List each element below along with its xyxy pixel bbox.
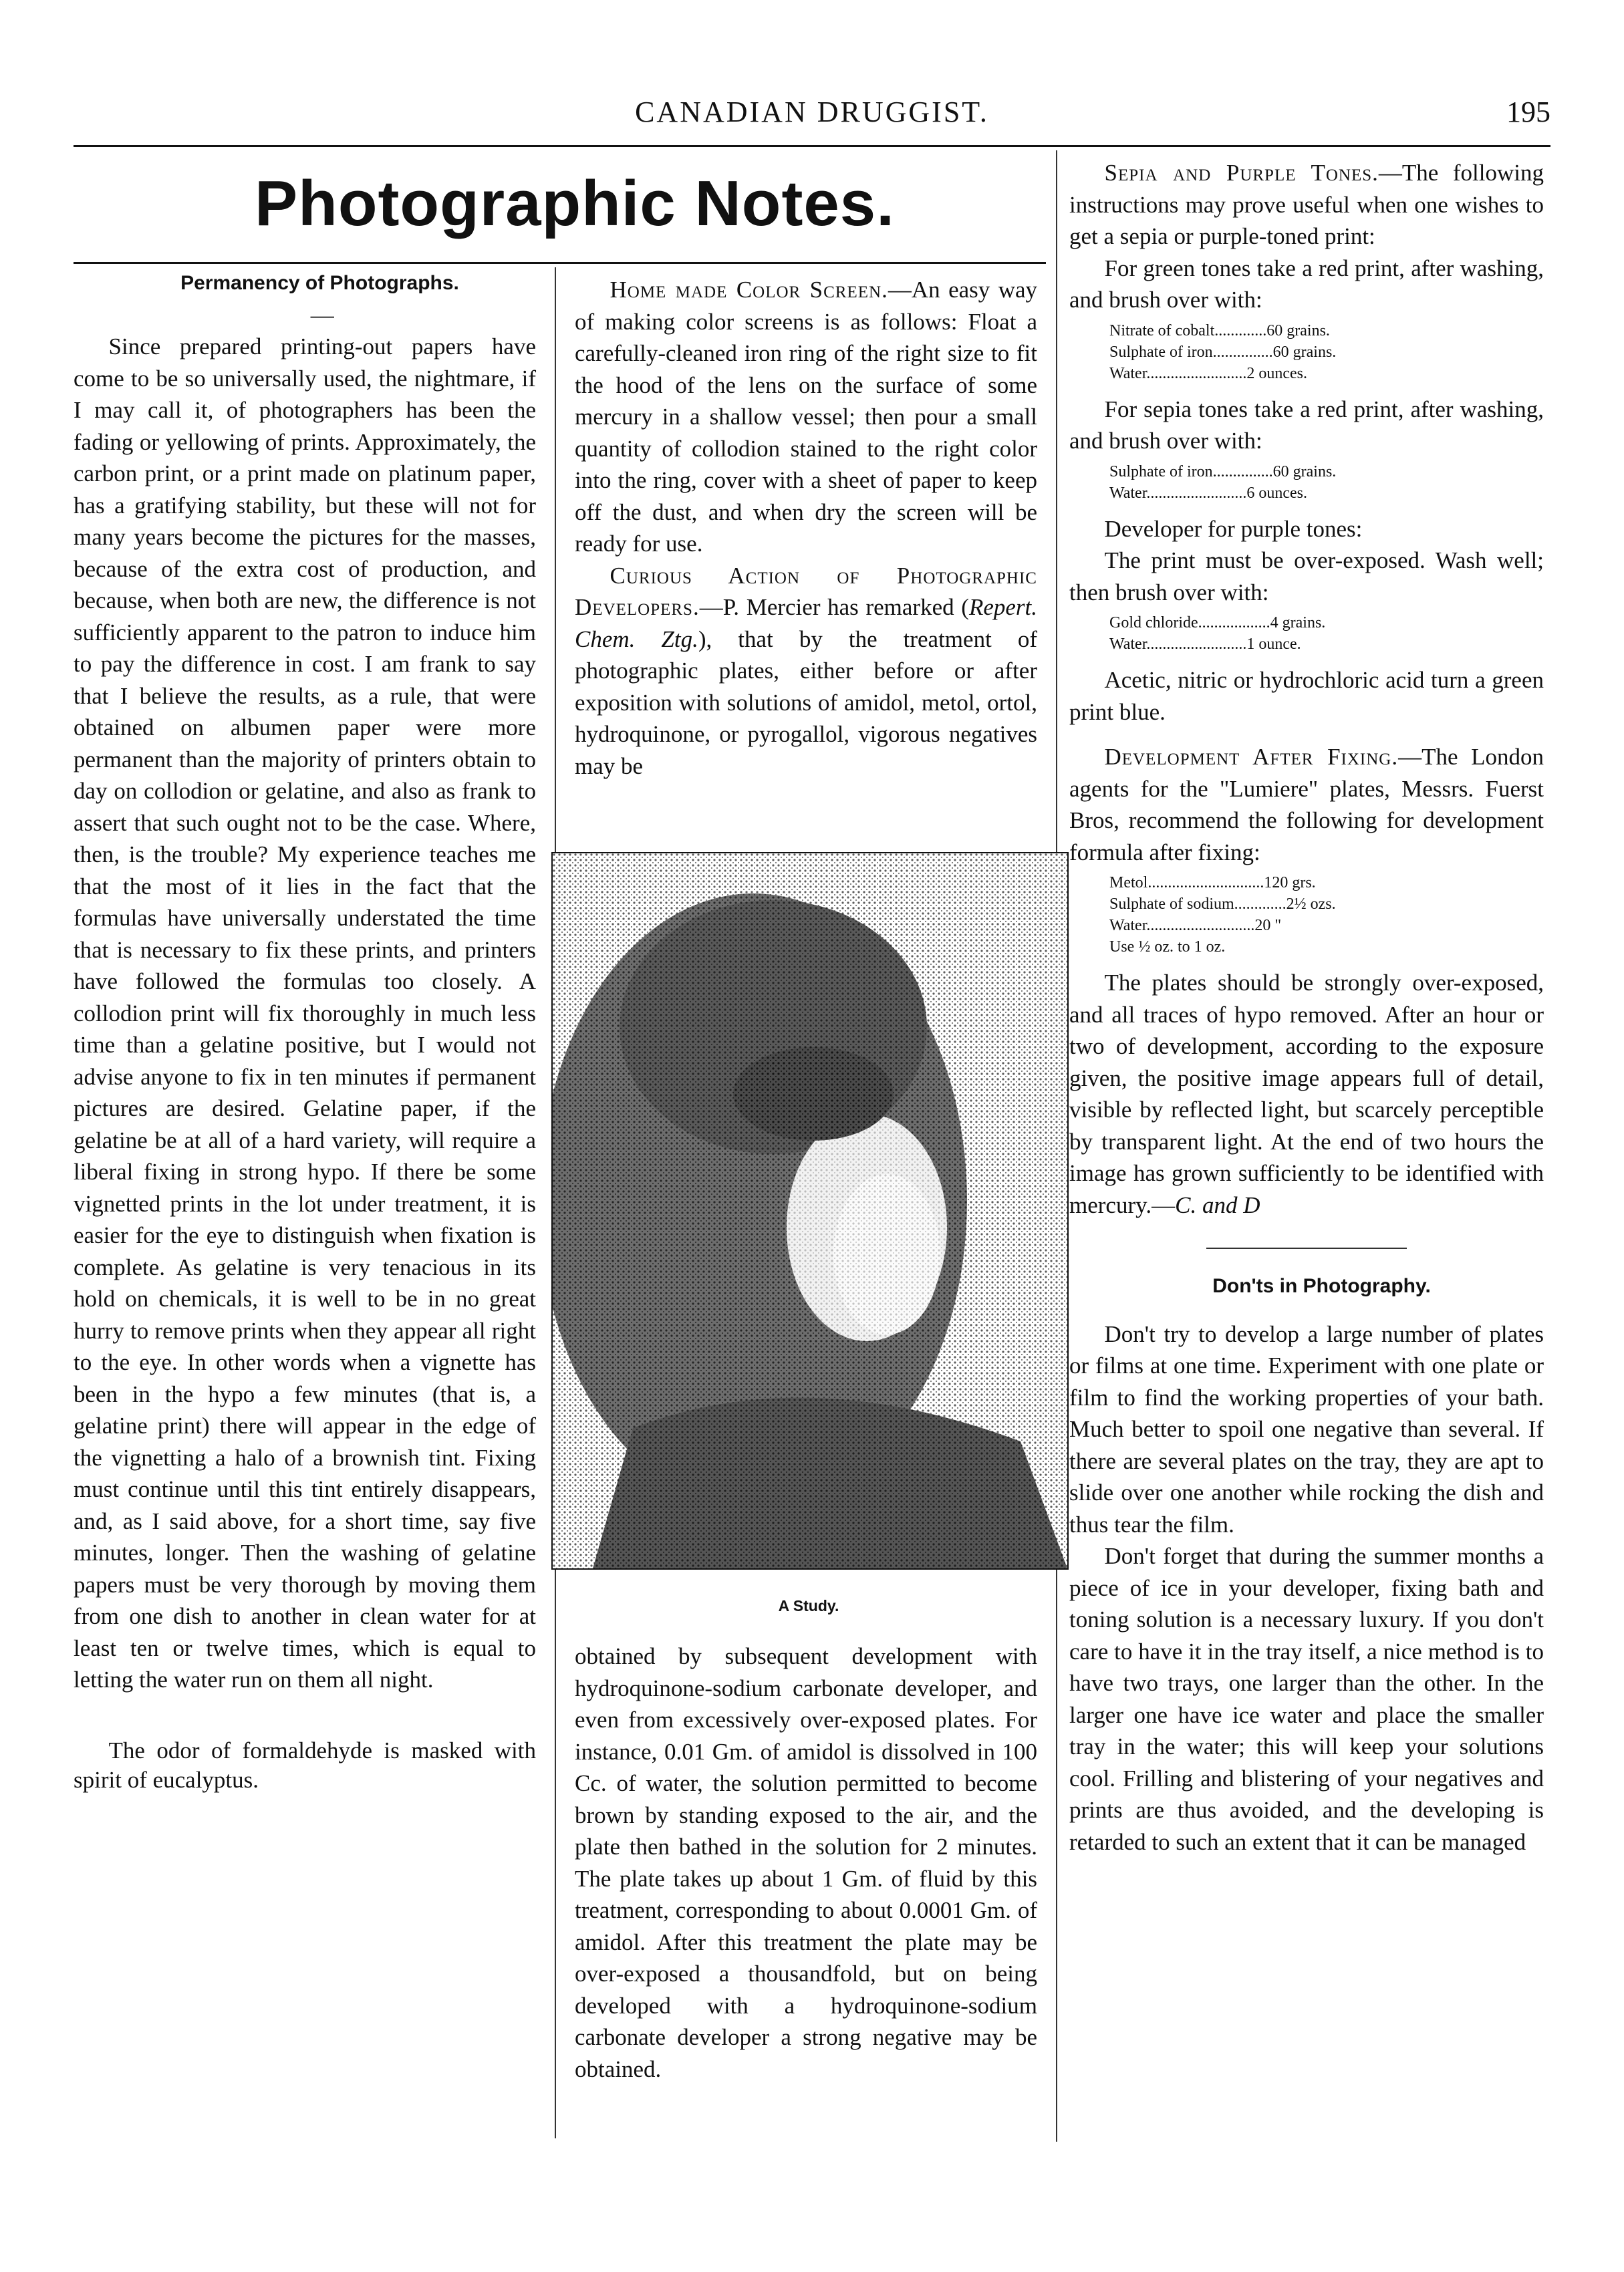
page-header bbox=[74, 80, 1550, 140]
paragraph-color-screen bbox=[575, 274, 1037, 560]
plates-text: The plates should be strongly over-exposed, and all traces of hypo removed. After an hour or two of development, according to the exposure given, the positive image appears full of detail, visible by reflected light, but scarcely perceptible by transparent light. At the end of two hours the image has grown sufficiently to be identified with mercury.— bbox=[1069, 970, 1544, 1218]
paragraph-donts-2: Don't forget that during the summer months a piece of ice in your developer, fixing bath and toning solution is a necessary luxury. If you don't care to have it in the tray itself, a nice method is to have two trays, one larger than the other. In the larger one have ice water and place the smaller tray in the water; this will keep your solutions cool. Frilling and blistering of your negatives and prints are thus avoided, and the developing is retarded to such an extent that it can be managed bbox=[1069, 1543, 1544, 1855]
paragraph-developers bbox=[575, 560, 1037, 783]
paragraph-purple-developer: Developer for purple tones: bbox=[1104, 515, 1363, 542]
formula-line: Water.........................6 ounces. bbox=[1109, 484, 1308, 502]
halftone-portrait-image bbox=[553, 853, 1067, 1568]
photo-caption: A Study. bbox=[778, 1597, 839, 1614]
formula-line: Sulphate of iron...............60 grains. bbox=[1109, 462, 1337, 480]
formula-metol bbox=[1109, 872, 1544, 958]
formula-line: Use ½ oz. to 1 oz. bbox=[1109, 938, 1226, 956]
formula-line: Sulphate of iron...............60 grains. bbox=[1109, 343, 1337, 361]
paragraph-developers-continued: obtained by subsequent development with hydroquinone-sodium carbonate developer, and even from excessively over-exposed plates. For instance, 0.01 Gm. of amidol is dissolved in 100 Cc. of water, the solution permitted to become brown by standing exposed to the air, and the plate then bathed in the solution for 2 minutes. The plate takes up about 1 Gm. of fluid by this treatment, corresponding to about 0.0001 Gm. of amidol. After this treatment the plate may be over-exposed a thousandfold, but on being developed with a hydroquinone-sodium carbonate developer a strong negative may be obtained. bbox=[575, 1643, 1037, 2082]
formula-line: Gold chloride..................4 grains. bbox=[1109, 614, 1326, 631]
running-title: CANADIAN DRUGGIST. bbox=[635, 96, 989, 128]
formula-sepia-tones bbox=[1109, 461, 1544, 504]
formula-green-tones bbox=[1109, 320, 1544, 384]
formula-line: Sulphate of sodium.............2½ ozs. bbox=[1109, 895, 1336, 913]
portrait-photograph bbox=[551, 852, 1069, 1570]
formula-line: Metol.............................120 grs. bbox=[1109, 874, 1316, 891]
column-2-upper bbox=[575, 274, 1037, 782]
color-screen-text: —An easy way of making color screens is as follows: Float a carefully-cleaned iron ring of the right size to fit the hood of the lens on the surface of some mercury in a shallow vessel; then pour a small quantity of collodion stained to the right color into the ring, cover with a sheet of paper to keep off the dust, and when dry the screen will be ready for use. bbox=[575, 277, 1038, 557]
section-heading-donts: Don'ts in Photography. bbox=[1212, 1275, 1431, 1297]
header-rule bbox=[74, 145, 1550, 147]
run-in-head-developers: Curious Action of Photographic Developers. bbox=[575, 562, 1037, 620]
run-in-head-color-screen: Home made Color Screen. bbox=[610, 277, 888, 303]
developers-text-a: —P. Mercier has remarked ( bbox=[699, 594, 969, 620]
column-1 bbox=[74, 267, 536, 1795]
development-intro-text: —The London agents for the "Lumiere" plates, Messrs. Fuerst Bros, recommend the following for development formula after fixing: bbox=[1069, 744, 1544, 865]
article-body-permanency: Since prepared printing-out papers have come to be so universally used, the nightmare, if I may call it, of photographers has been the fading or yellowing of prints. Approximately, the carbon print, or a print made on platinum paper, has a gratifying stability, but these will not for many years become the pictures for the masses, because of the extra cost of production, and because, when both are new, the difference is not sufficiently apparent to the patron to induce him to pay the difference in cost. I am frank to say that I believe the results, as a rule, that were obtained on albumen paper were more permanent than the majority of printers obtain to day on collodion or gelatine, and also as frank to assert that such ought not to be the case. Where, then, is the trouble? My experience teaches me that the most of it lies in the fact that the formulas have universally understated the time that is necessary to fix these prints, and printers have followed the formulas too closely. A collodion print will fix thoroughly in much less time than a gelatine positive, but I would not advise anyone to fix in ten minutes if permanent pictures are desired. Gelatine paper, if the gelatine be at all of a hard variety, will require a liberal fixing in strong hypo. If there be some vignetted prints in the lot under treatment, it is easier for the eye to distinguish when fixation is complete. As gelatine is very tenacious in its hold on chemicals, it is well to be in no great hurry to remove prints when they appear all right to the eye. In other words when a vignette has been in the hypo a few minutes (that is, a gelatine print) there will appear in the edge of the vignetting a halo of a brownish tint. Fixing must continue until this tint entirely disappears, and, as I said above, for a short time, say five minutes, longer. Then the washing of gelatine papers must be very thorough by moving them from one dish to another in clean water for at least ten or twelve times, which is equal to letting the water run on them all night. bbox=[74, 333, 536, 1693]
title-rule bbox=[74, 262, 1046, 264]
note-formaldehyde: The odor of formaldehyde is masked with spirit of eucalyptus. bbox=[74, 1737, 536, 1793]
paragraph-donts-1: Don't try to develop a large number of plates or films at one time. Experiment with one plate or film to find the working properties of your bath. Much better to spoil one negative than several. If there are several plates on the tray, they are apt to slide over one another while rocking the dish and thus tear the film. bbox=[1069, 1320, 1544, 1538]
section-rule bbox=[1206, 1248, 1407, 1249]
sepia-intro-text: —The following instructions may prove useful when one wishes to get a sepia or purple-toned print: bbox=[1069, 160, 1544, 249]
formula-line: Water.........................1 ounce. bbox=[1109, 635, 1301, 653]
paragraph-acid-blue: Acetic, nitric or hydrochloric acid turn a green print blue. bbox=[1069, 667, 1544, 725]
paragraph-development-after-fixing bbox=[1069, 741, 1544, 868]
paragraph-plates-overexposed bbox=[1069, 967, 1544, 1221]
formula-line: Water...........................20 " bbox=[1109, 917, 1282, 934]
paragraph-sepia-tones: For sepia tones take a red print, after washing, and brush over with: bbox=[1069, 396, 1544, 454]
column-3 bbox=[1069, 157, 1544, 1858]
citation-italic: Repert. Chem. Ztg. bbox=[575, 594, 1037, 652]
source-attribution: C. and D bbox=[1175, 1191, 1260, 1218]
paragraph-sepia-purple bbox=[1069, 157, 1544, 253]
paragraph-green-tones: For green tones take a red print, after washing, and brush over with: bbox=[1069, 255, 1544, 313]
paragraph-over-exposed: The print must be over-exposed. Wash well; then brush over with: bbox=[1069, 547, 1544, 605]
heading-dash: — bbox=[310, 301, 334, 328]
page-title: Photographic Notes. bbox=[255, 168, 895, 239]
run-in-head-development: Development After Fixing. bbox=[1104, 744, 1399, 770]
formula-gold-chloride bbox=[1109, 612, 1544, 655]
formula-line: Water.........................2 ounces. bbox=[1109, 364, 1308, 382]
section-heading-permanency: Permanency of Photographs. bbox=[180, 272, 459, 294]
page-number: 195 bbox=[1506, 96, 1550, 128]
run-in-head-sepia: Sepia and Purple Tones. bbox=[1104, 160, 1379, 186]
formula-line: Nitrate of cobalt.............60 grains. bbox=[1109, 321, 1330, 339]
developers-text-b: ), that by the treatment of photographic plates, either before or after exposition with solutions of amidol, metol, ortol, hydroquinone, or pyrogallol, vigorous negatives may be bbox=[575, 625, 1037, 779]
column-2-lower bbox=[575, 1641, 1037, 2085]
